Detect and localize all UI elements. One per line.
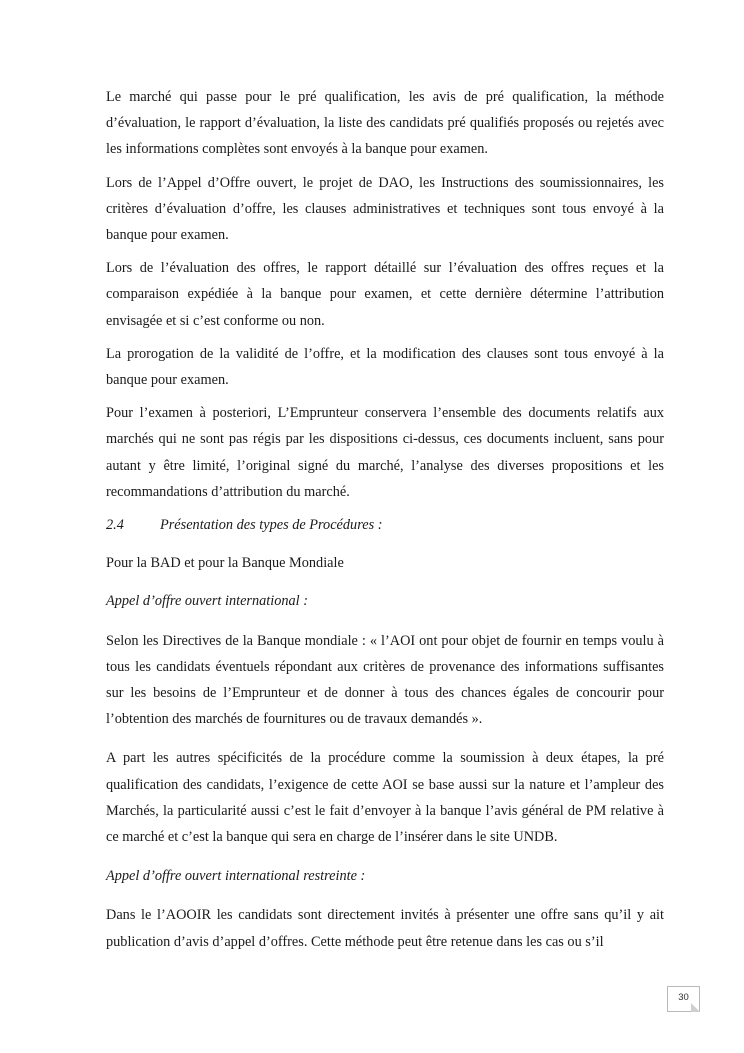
paragraph-evaluation-offres: Lors de l’évaluation des offres, le rapport détaillé sur l’évaluation des offres reçues et la comparaison expédiée à la banque pour examen, et cette dernière détermine l’attribution envisagée et si c’est conforme ou non. — [106, 260, 664, 329]
paragraph-specificites: A part les autres spécificités de la procédure comme la soumission à deux étapes, la pré qualification des candidats, l’exigence de cette AOI se base aussi sur la nature et l’ampleur des Marchés, la particularité aussi c’est le fait d’envoyer à la banque l’avis général de PM relative à ce marché et c’est la banque qui sera en charge de l’insérer dans le site UNDB. — [106, 750, 664, 846]
paragraph-prequalification: Le marché qui passe pour le pré qualification, les avis de pré qualification, la méthode d’évaluation, le rapport d’évaluation, la liste des candidats pré qualifiés proposés ou rejetés avec les informations complètes sont envoyés à la banque pour examen. — [106, 89, 664, 158]
paragraph-directives: Selon les Directives de la Banque mondiale : « l’AOI ont pour objet de fournir en temps voulu à tous les candidats éventuels répondant aux critères de provenance des informations suffisantes sur les besoins de l’Emprunteur et de donner à tous des chances égales de concourir pour l’obtention des marchés de fournitures ou de travaux demandés ». — [106, 632, 664, 728]
section-title: Présentation des types de Procédures : — [160, 517, 383, 534]
paragraph-examen-posteriori: Pour l’examen à posteriori, L’Emprunteur conservera l’ensemble des documents relatifs aux marchés qui ne sont pas régis par les dispositions ci-dessus, ces documents incluent, sans pour autant y être limité, l’original signé du marché, l’analyse des diverses propositions et les recommandations d’attribution du marché. — [106, 405, 664, 500]
page-number: 30 — [678, 992, 689, 1003]
paragraph-prorogation: La prorogation de la validité de l’offre, et la modification des clauses sont tous envoyé à la banque pour examen. — [106, 345, 664, 389]
section-number: 2.4 — [106, 517, 124, 534]
page-curl-icon — [691, 1003, 700, 1012]
section-heading — [106, 512, 664, 538]
paragraph-appel-offre-ouvert: Lors de l’Appel d’Offre ouvert, le projet de DAO, les Instructions des soumissionnaires, les critères d’évaluation d’offre, les clauses administratives et techniques sont tous envoyé à la banque pour examen. — [106, 174, 664, 244]
paragraph-bad-banque-mondiale: Pour la BAD et pour la Banque Mondiale — [106, 555, 344, 572]
paragraph-aooir: Dans le l’AOOIR les candidats sont directement invités à présenter une offre sans qu’il y ait publication d’avis d’appel d’offres. Cette méthode peut être retenue dans les cas ou s’il — [106, 907, 664, 950]
subheading-aooir: Appel d’offre ouvert international restreinte : — [106, 868, 366, 885]
document-body — [106, 84, 664, 955]
subheading-aoi: Appel d’offre ouvert international : — [106, 593, 308, 610]
page-number-badge — [667, 986, 700, 1012]
